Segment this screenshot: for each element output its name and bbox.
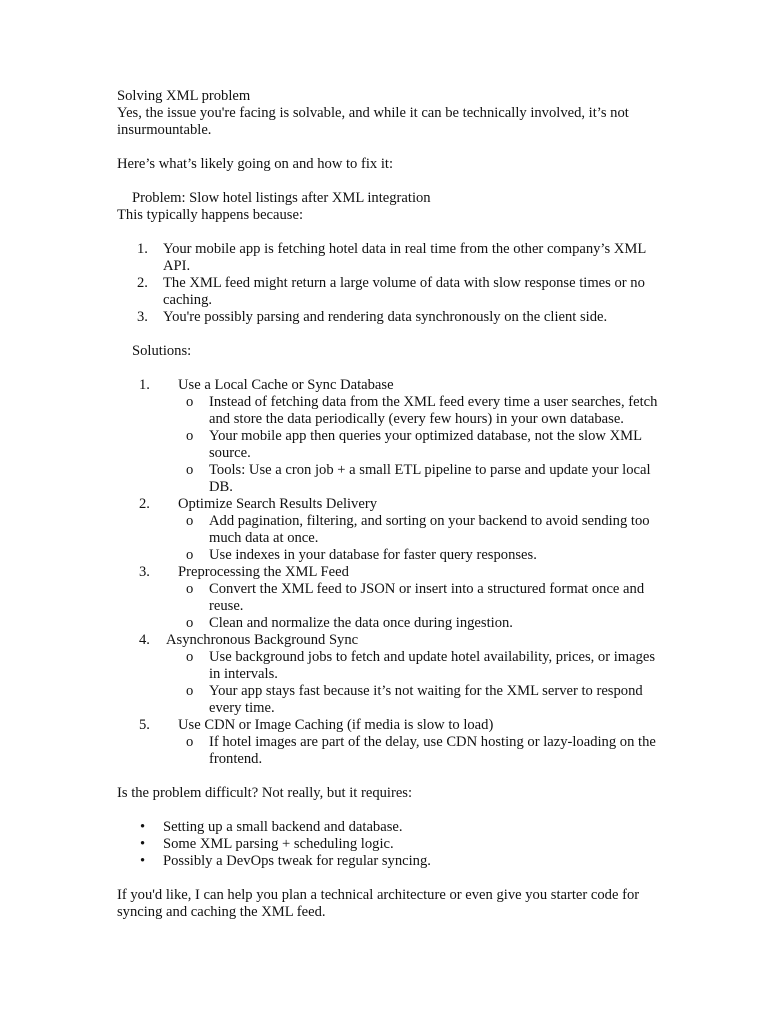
solution-title: Use a Local Cache or Sync Database (178, 377, 394, 393)
solution-point (117, 615, 662, 632)
difficulty-question: Is the problem difficult? Not really, but it requires: (117, 785, 413, 801)
solution-point (117, 462, 662, 496)
solutions-heading: Solutions: (132, 343, 192, 359)
solution-number: 1. (139, 377, 150, 393)
intro-paragraph: Yes, the issue you're facing is solvable, and while it can be technically involved, it’s not insurmountable. (117, 105, 629, 138)
solution-number: 5. (139, 717, 150, 733)
solution-point-text: Clean and normalize the data once during ingestion. (209, 615, 513, 631)
problem-subheading: This typically happens because: (117, 207, 304, 223)
solution-number: 3. (139, 564, 150, 580)
solution-point (117, 581, 662, 615)
list-item (117, 309, 662, 326)
solution-item (117, 496, 662, 564)
requirements-list (117, 819, 662, 870)
list-item (117, 275, 662, 309)
solution-point-text: Convert the XML feed to JSON or insert into a structured format once and reuse. (209, 581, 645, 614)
solution-point-text: If hotel images are part of the delay, use CDN hosting or lazy-loading on the frontend. (209, 734, 656, 767)
bullet-icon: o (186, 547, 194, 563)
solution-point (117, 428, 662, 462)
problem-heading: Problem: Slow hotel listings after XML integration (132, 190, 431, 206)
solution-point (117, 649, 662, 683)
solution-point-text: Instead of fetching data from the XML feed every time a user searches, fetch and store the data periodically (every few hours) in your own database. (209, 394, 658, 427)
bullet-icon: o (186, 428, 194, 444)
bullet-icon: o (186, 462, 194, 478)
solutions-list (117, 377, 662, 768)
solution-point-text: Your app stays fast because it’s not waiting for the XML server to respond every time. (209, 683, 643, 716)
bullet-dot-icon: • (140, 853, 146, 869)
list-item-text: The XML feed might return a large volume of data with slow response times or no caching. (163, 275, 645, 308)
solution-point (117, 513, 662, 547)
list-item-text: You're possibly parsing and rendering data synchronously on the client side. (163, 309, 608, 325)
solution-points (117, 581, 662, 632)
solution-point (117, 683, 662, 717)
document-title: Solving XML problem (117, 88, 251, 104)
solution-item (117, 564, 662, 632)
bullet-icon: o (186, 649, 194, 665)
bullet-icon: o (186, 513, 194, 529)
bullet-icon: o (186, 683, 194, 699)
list-item-text: Some XML parsing + scheduling logic. (163, 836, 394, 852)
bullet-icon: o (186, 394, 194, 410)
closing-paragraph: If you'd like, I can help you plan a technical architecture or even give you starter code for syncing and caching the XML feed. (117, 887, 640, 920)
list-item-text: Setting up a small backend and database. (163, 819, 403, 835)
document-body (117, 88, 662, 921)
solution-points (117, 734, 662, 768)
solution-point-text: Use background jobs to fetch and update hotel availability, prices, or images in intervals. (209, 649, 656, 682)
solution-point-text: Add pagination, filtering, and sorting on your backend to avoid sending too much data at once. (209, 513, 650, 546)
solution-item (117, 377, 662, 496)
bullet-icon: o (186, 581, 194, 597)
solution-point-text: Use indexes in your database for faster query responses. (209, 547, 537, 563)
bullet-icon: o (186, 734, 194, 750)
solution-item (117, 717, 662, 768)
solution-point (117, 734, 662, 768)
solution-point-text: Your mobile app then queries your optimized database, not the slow XML source. (209, 428, 642, 461)
lead-in-paragraph: Here’s what’s likely going on and how to fix it: (117, 156, 394, 172)
list-item (117, 853, 662, 870)
bullet-dot-icon: • (140, 819, 146, 835)
list-number: 3. (137, 309, 148, 325)
list-number: 2. (137, 275, 148, 291)
solution-points (117, 649, 662, 717)
list-item-text: Possibly a DevOps tweak for regular syncing. (163, 853, 431, 869)
solution-title: Use CDN or Image Caching (if media is slow to load) (178, 717, 494, 733)
list-item (117, 836, 662, 853)
bullet-icon: o (186, 615, 194, 631)
solution-title: Preprocessing the XML Feed (178, 564, 349, 580)
list-number: 1. (137, 241, 148, 257)
solution-number: 4. (139, 632, 150, 648)
solution-title: Asynchronous Background Sync (166, 632, 359, 648)
solution-title: Optimize Search Results Delivery (178, 496, 377, 512)
list-item-text: Your mobile app is fetching hotel data in real time from the other company’s XML API. (163, 241, 646, 274)
solution-points (117, 513, 662, 564)
list-item (117, 819, 662, 836)
solution-point-text: Tools: Use a cron job + a small ETL pipeline to parse and update your local DB. (209, 462, 651, 495)
solution-item (117, 632, 662, 717)
solution-point (117, 547, 662, 564)
causes-list (117, 241, 662, 326)
solution-number: 2. (139, 496, 150, 512)
bullet-dot-icon: • (140, 836, 146, 852)
solution-point (117, 394, 662, 428)
list-item (117, 241, 662, 275)
solution-points (117, 394, 662, 496)
